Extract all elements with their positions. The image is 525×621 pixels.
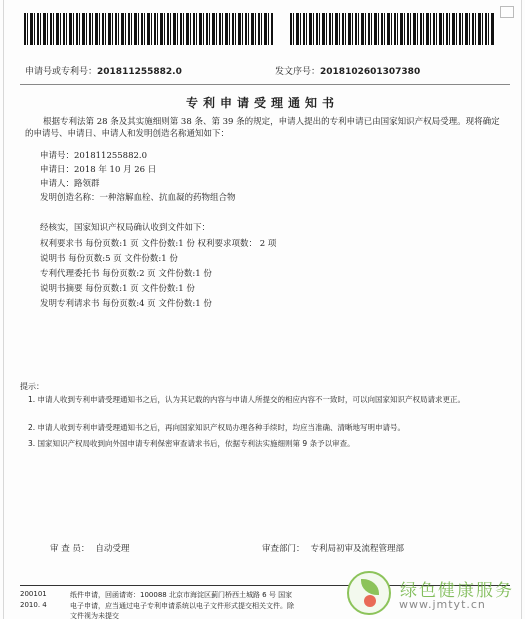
leaf-icon	[361, 579, 379, 595]
header-divider	[20, 84, 510, 85]
document-item: 说明书 每份页数:5 页 文件份数:1 份	[40, 254, 178, 264]
right-border	[521, 0, 522, 619]
watermark-name: 绿色健康服务	[400, 581, 514, 601]
field-value: 一种溶解血栓、抗血凝的药物组合物	[99, 193, 236, 203]
health-logo-icon	[347, 571, 391, 615]
field-applicant	[40, 178, 100, 190]
tip-item: 1. 申请人收到专利申请受理通知书之后，认为其记载的内容与申请人所提交的相应内容不一致时，可以向国家知识产权局请求更正。	[28, 395, 466, 404]
document-item: 说明书摘要 每份页数:1 页 文件份数:1 份	[40, 284, 195, 294]
field-value: 2018 年 10 月 26 日	[74, 165, 157, 175]
department-label: 审查部门：	[262, 544, 305, 554]
intro-paragraph: 根据专利法第 28 条及其实施细则第 38 条、第 39 条的规定，申请人提出的专利申请已由国家知识产权局受理。现将确定的申请号、申请日、申请人和发明创造名称通知如下：	[25, 117, 500, 139]
issue-number	[275, 64, 420, 77]
issue-number-label: 发文序号：	[275, 67, 321, 77]
barcode-left	[24, 13, 274, 45]
examiner-value: 自动受理	[95, 544, 130, 554]
field-label: 申请人：	[40, 179, 75, 189]
examiner	[50, 543, 129, 555]
document-item: 专利代理委托书 每份页数:2 页 文件份数:1 份	[40, 269, 212, 279]
field-label: 发明创造名称：	[40, 193, 100, 203]
document-title: 专利申请受理通知书	[185, 96, 339, 110]
footer-line-3: 文件视为未提交	[70, 612, 119, 620]
field-application-number	[40, 150, 147, 162]
corner-mark-icon	[500, 6, 514, 18]
barcode-right	[290, 13, 495, 45]
field-filing-date	[40, 164, 156, 176]
field-value: 201811255882.0	[74, 151, 148, 161]
heart-dot-icon	[364, 595, 376, 607]
field-label: 申请号：	[40, 151, 75, 161]
footer-line-1: 纸件申请，回函请寄：100088 北京市海淀区蓟门桥西土城路 6 号 国家	[70, 591, 293, 599]
application-number-value: 201811255882.0	[97, 67, 182, 77]
footer-code-1: 200101	[20, 590, 47, 598]
issue-number-value: 2018102601307380	[320, 67, 421, 77]
field-label: 申请日：	[40, 165, 75, 175]
application-number	[25, 64, 182, 77]
verified-intro: 经核实，国家知识产权局确认收到文件如下：	[40, 223, 211, 233]
document-item: 发明专利请求书 每份页数:4 页 文件份数:1 份	[40, 299, 212, 309]
tip-item: 3. 国家知识产权局收到向外国申请专利保密审查请求书后，依据专利法实施细则第 9 条予以审查。	[28, 439, 355, 448]
footer-code-2: 2010. 4	[20, 601, 47, 609]
tips-title: 提示：	[20, 382, 44, 391]
application-number-label: 申请号或专利号：	[25, 67, 98, 77]
tip-item: 2. 申请人收到专利申请受理通知书之后，再向国家知识产权局办理各种手续时，均应当准确、清晰地写明申请号。	[28, 423, 406, 432]
footer-line-2: 电子申请，应当通过电子专利申请系统以电子文件形式提交相关文件。除	[70, 602, 294, 610]
field-invention-name	[40, 192, 236, 204]
document-item: 权利要求书 每份页数:1 页 文件份数:1 份 权利要求项数： 2 项	[40, 239, 277, 249]
examiner-label: 审 查 员：	[50, 544, 90, 554]
watermark-url: www.jmtyt.cn	[399, 598, 486, 611]
department	[262, 543, 404, 555]
left-border	[3, 0, 4, 619]
department-value: 专利局初审及流程管理部	[310, 544, 405, 554]
field-value: 路领群	[74, 179, 100, 189]
